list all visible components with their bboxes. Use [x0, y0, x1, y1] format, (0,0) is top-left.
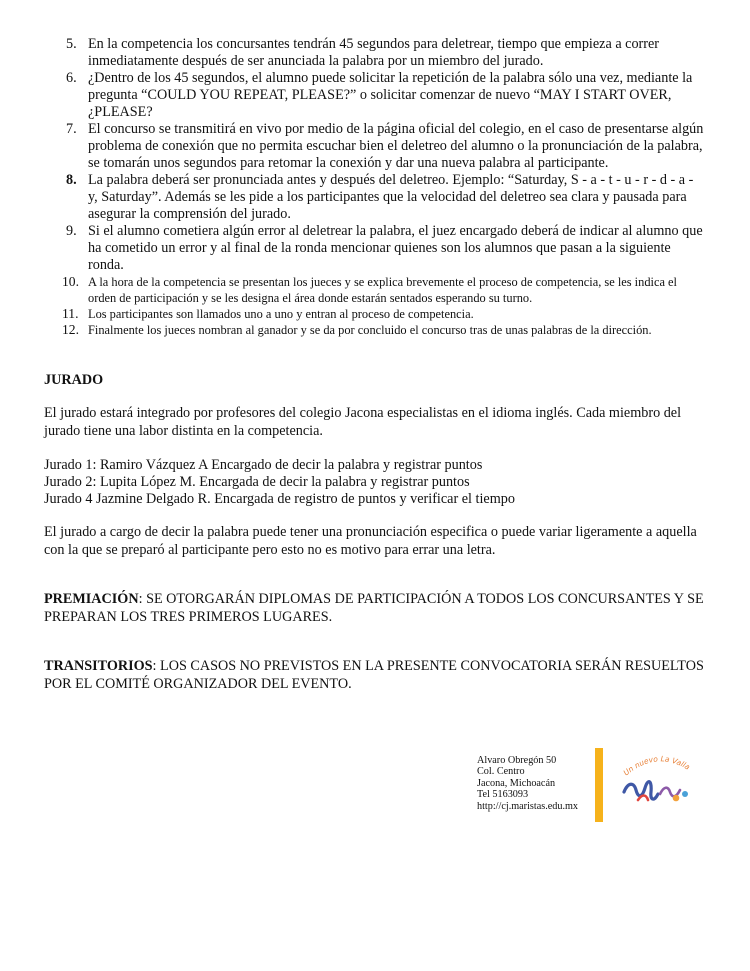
premiacion-paragraph	[44, 591, 706, 626]
footer-address: Alvaro Obregón 50	[477, 755, 557, 766]
rule-text: El concurso se transmitirá en vivo por medio de la página oficial del colegio, en el caso de presentarse algún problema de conexión que no permita escuchar bien el deletreo del alumno o la pronunciación de la palabra, se tomarán unos segundos para retomar la conexión y dar una nueva palabra al participante.	[88, 121, 704, 171]
rule-text: Finalmente los jueces nombran al ganador y se da por concluido el concurso tras de unas palabras de la dirección.	[88, 323, 652, 337]
rule-item	[44, 172, 704, 223]
rule-item	[44, 322, 704, 338]
transitorios-paragraph	[44, 658, 706, 693]
premiacion-label: PREMIACIÓN	[44, 591, 139, 607]
jurado-intro: El jurado estará integrado por profesores del colegio Jacona especialistas en el idioma inglés. Cada miembro del jurado tiene una labor distinta en la competencia.	[44, 405, 682, 439]
rule-item	[44, 306, 704, 322]
rule-text: La palabra deberá ser pronunciada antes y después del deletreo. Ejemplo: “Saturday, S - a - t - u - r - d - a - y, Saturday”. Además se les pide a los participantes que la velocidad del deletreo sea clara y pausada para asegurar la comprensión del jurado.	[88, 172, 694, 222]
rules-list	[44, 36, 704, 338]
jurado-member: Jurado 1: Ramiro Vázquez A Encargado de decir la palabra y registrar puntos	[44, 457, 483, 473]
rule-text: Si el alumno cometiera algún error al deletrear la palabra, el juez encargado deberá de indicar al alumno que ha cometido un error y al final de la ronda mencionar quienes son los alumnos que pasan a la siguiente ronda.	[88, 223, 703, 273]
rule-number: 10.	[62, 274, 79, 289]
rule-number: 12.	[62, 322, 79, 337]
rule-number: 6.	[66, 70, 77, 86]
rule-item	[44, 36, 704, 70]
footer-city: Jacona, Michoacán	[477, 777, 556, 789]
rule-item	[44, 121, 704, 172]
transitorios-label: TRANSITORIOS	[44, 658, 153, 674]
footer-accent-bar	[595, 748, 603, 822]
rule-number: 7.	[66, 121, 77, 137]
logo-tagline: Un nuevo La Valla	[621, 754, 692, 778]
jurado-note: El jurado a cargo de decir la palabra puede tener una pronunciación especifica o puede variar ligeramente a aquella con la que se preparó al participante pero esto no es motivo para errar una letra.	[44, 524, 697, 558]
rule-item	[44, 223, 704, 274]
rule-number: 8.	[66, 172, 77, 188]
rule-text: En la competencia los concursantes tendrán 45 segundos para deletrear, tiempo que empieza a correr inmediatamente después de ser anunciada la palabra por un miembro del jurado.	[88, 36, 660, 69]
svg-text:Un nuevo La Valla	[622, 754, 692, 777]
footer-colonia: Col. Centro	[477, 766, 525, 778]
rule-text: A la hora de la competencia se presentan los jueces y se explica brevemente el proceso de competencia, se les indica el orden de participación y se les designa el área donde estarán sentados esperando su turno.	[88, 275, 677, 305]
transitorios-text: : LOS CASOS NO PREVISTOS EN LA PRESENTE CONVOCATORIA SERÁN RESUELTOS POR EL COMITÉ ORGANIZADOR DEL EVENTO.	[44, 658, 704, 692]
jurado-member: Jurado 2: Lupita López M. Encargada de decir la palabra y registrar puntos	[44, 474, 470, 490]
maristas-logo-icon	[618, 748, 694, 810]
rule-item	[44, 70, 704, 121]
jurado-heading: JURADO	[44, 372, 104, 388]
footer-address-block	[477, 755, 578, 812]
premiacion-text: : SE OTORGARÁN DIPLOMAS DE PARTICIPACIÓN A TODOS LOS CONCURSANTES Y SE PREPARAN LOS TRES PRIMEROS LUGARES.	[44, 591, 704, 625]
rule-text: ¿Dentro de los 45 segundos, el alumno puede solicitar la repetición de la palabra sólo una vez, mediante la pregunta “COULD YOU REPEAT, PLEASE?” o solicitar comenzar de nuevo “MAY I START OVER, ¿PLEASE?	[88, 70, 693, 120]
rule-item	[44, 274, 704, 306]
rule-number: 9.	[66, 223, 77, 239]
footer-url[interactable]: http://cj.maristas.edu.mx	[477, 800, 579, 812]
footer-phone: Tel 5163093	[477, 789, 529, 801]
jurado-member: Jurado 4 Jazmine Delgado R. Encargada de registro de puntos y verificar el tiempo	[44, 491, 515, 507]
rule-number: 5.	[66, 36, 77, 52]
rule-number: 11.	[62, 306, 79, 321]
rule-text: Los participantes son llamados uno a uno y entran al proceso de competencia.	[88, 307, 474, 321]
